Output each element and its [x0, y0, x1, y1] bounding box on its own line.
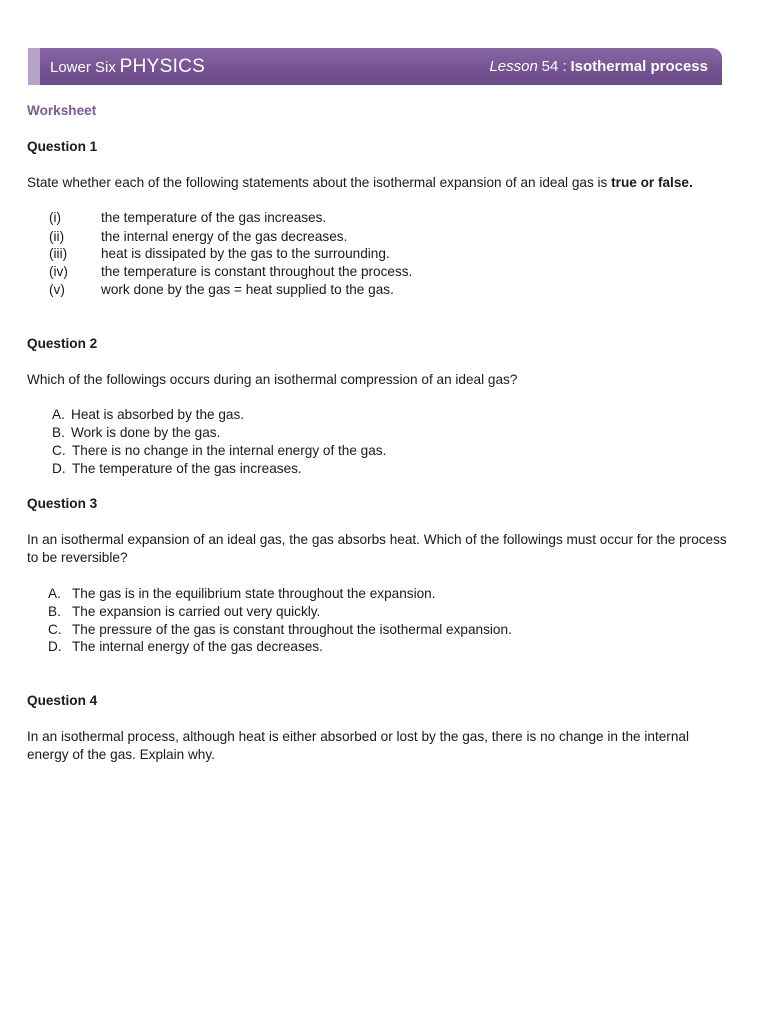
answer-option [52, 424, 652, 442]
list-item-number: (iii) [49, 246, 68, 261]
option-letter: D. [52, 461, 66, 476]
question-1-intro: State whether each of the following statements about the isothermal expansion of an ideal gas is [27, 175, 612, 190]
option-letter: C. [48, 622, 62, 637]
course-subject: PHYSICS [119, 56, 206, 77]
lesson-title: Isothermal process [570, 58, 708, 75]
answer-option [48, 585, 688, 603]
option-letter: A. [52, 407, 65, 422]
lesson-word: Lesson [489, 58, 538, 75]
option-text: Heat is absorbed by the gas. [71, 407, 245, 422]
lesson-number: 54 : [541, 58, 567, 75]
option-text: The internal energy of the gas decreases. [72, 639, 323, 654]
question-3-title: Question 3 [27, 496, 98, 511]
question-1-text [27, 174, 727, 192]
list-item [49, 263, 649, 281]
list-item [49, 209, 649, 227]
question-4-title: Question 4 [27, 693, 98, 708]
list-item [49, 228, 649, 246]
option-text: Work is done by the gas. [71, 425, 221, 440]
question-3-text: In an isothermal expansion of an ideal gas, the gas absorbs heat. Which of the followings must occur for the process to be reversible? [27, 532, 727, 565]
option-letter: C. [52, 443, 66, 458]
question-1-title: Question 1 [27, 139, 98, 154]
course-title [50, 56, 205, 78]
list-item-number: (iv) [49, 264, 68, 279]
list-item [49, 281, 649, 299]
option-text: There is no change in the internal energy of the gas. [72, 443, 387, 458]
option-text: The expansion is carried out very quickly. [72, 604, 321, 619]
option-letter: B. [52, 425, 65, 440]
list-item [49, 245, 649, 263]
lesson-header-banner [28, 48, 722, 85]
worksheet-label: Worksheet [27, 103, 97, 118]
question-1-intro-emphasis: true or false. [611, 175, 693, 190]
question-2-title: Question 2 [27, 336, 98, 351]
option-text: The pressure of the gas is constant throughout the isothermal expansion. [72, 622, 512, 637]
answer-option [48, 603, 688, 621]
list-item-number: (i) [49, 210, 62, 225]
answer-option [48, 638, 688, 656]
option-letter: A. [48, 586, 61, 601]
list-item-text: heat is dissipated by the gas to the surrounding. [101, 246, 390, 261]
answer-option [52, 406, 652, 424]
banner-accent-stripe [28, 48, 40, 85]
option-letter: B. [48, 604, 61, 619]
list-item-text: the temperature of the gas increases. [101, 210, 327, 225]
question-4-text: In an isothermal process, although heat is either absorbed or lost by the gas, there is no change in the internal energy of the gas. Explain why. [27, 729, 689, 762]
answer-option [52, 460, 652, 478]
list-item-number: (v) [49, 282, 65, 297]
option-text: The temperature of the gas increases. [72, 461, 302, 476]
option-text: The gas is in the equilibrium state throughout the expansion. [72, 586, 436, 601]
answer-option [52, 442, 652, 460]
answer-option [48, 621, 688, 639]
list-item-number: (ii) [49, 229, 65, 244]
course-level: Lower Six [50, 59, 116, 76]
list-item-text: the internal energy of the gas decreases. [101, 229, 348, 244]
option-letter: D. [48, 639, 62, 654]
list-item-text: the temperature is constant throughout the process. [101, 264, 413, 279]
list-item-text: work done by the gas = heat supplied to the gas. [101, 282, 394, 297]
lesson-title-block [489, 58, 708, 75]
question-2-text: Which of the followings occurs during an isothermal compression of an ideal gas? [27, 372, 518, 387]
